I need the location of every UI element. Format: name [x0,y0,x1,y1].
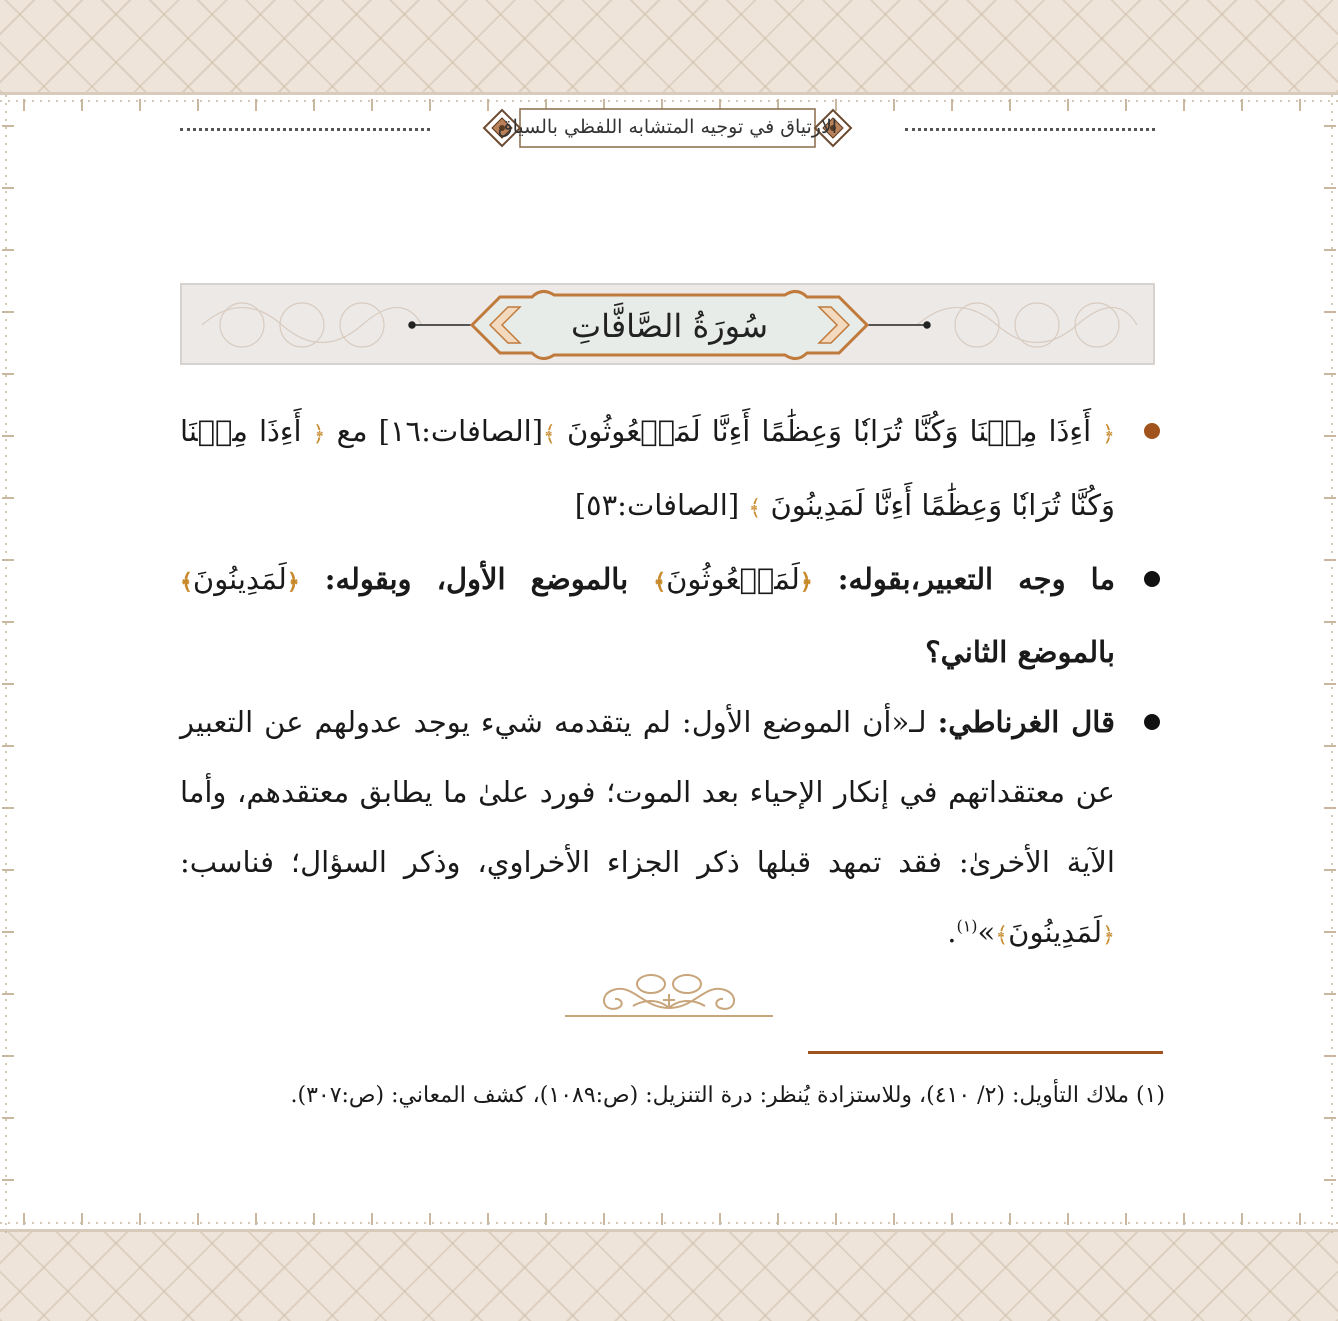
border-tick [2,373,14,375]
border-tick [1324,1179,1336,1181]
verse-reference: [الصافات:١٦] [378,414,544,448]
question-item-1 [180,396,1115,544]
border-tick [2,621,14,623]
bottom-decorative-border [0,1205,1338,1229]
left-decorative-border [0,95,24,1235]
border-tick [1299,99,1301,111]
ornate-bracket-close-icon: ﴾ [543,422,556,447]
border-tick [139,1213,141,1225]
question-tail: بالموضع الثاني؟ [925,635,1115,669]
border-tick [255,1213,257,1225]
border-tick [2,497,14,499]
ornate-bracket-close-icon: ﴾ [653,569,667,595]
border-tick [2,311,14,313]
border-tick [1241,99,1243,111]
bottom-pattern-band [0,1232,1338,1321]
footnote-marker[interactable]: (١) [956,916,978,936]
sentence-end: . [947,915,957,949]
running-header [180,106,1155,152]
border-tick [2,435,14,437]
border-tick [661,1213,663,1225]
border-tick [545,1213,547,1225]
ornate-bracket-close-icon: ﴾ [180,569,193,595]
border-tick [1183,99,1185,111]
verse-reference: [الصافات:٥٣] [574,488,740,522]
header-cartouche [480,106,855,150]
border-tick [2,745,14,747]
verse-text: أَءِذَا مِتۡنَا وَكُنَّا تُرَابٗا وَعِظَٰمًا أَءِنَّا لَمَدِينُونَ [180,414,1115,522]
border-tick [2,1117,14,1119]
border-tick [951,1213,953,1225]
border-tick [2,1055,14,1057]
border-tick [2,125,14,127]
answer-text: لـ«أن الموضع الأول: لم يتقدمه شيء يوجد عدولهم عن التعبير عن معتقداتهم في إنكار الإحياء بعد الموت؛ فورد علىٰ ما يطابق معتقدهم، وأما الآية الأخرىٰ: فقد تمهد قبلها ذكر الجزاء الأخراوي، وذكر السؤال؛ فناسب: [180,705,1115,879]
border-tick [1324,187,1336,189]
top-pattern-band [0,0,1338,92]
ornate-bracket-open-icon: ﴿ [1102,923,1115,948]
border-tick [1324,497,1336,499]
ornate-bracket-open-icon: ﴿ [286,569,300,595]
border-tick [2,249,14,251]
border-tick [81,99,83,111]
border-tick [1324,559,1336,561]
header-dotted-rule-right [905,128,1155,131]
border-tick [1324,249,1336,251]
border-tick [1324,931,1336,933]
ornate-bracket-open-icon: ﴿ [799,569,813,595]
quoted-word: لَمَدِينُونَ [192,562,287,596]
border-tick [1324,745,1336,747]
quoted-word: لَمَبۡعُوثُونَ [666,562,800,596]
ornate-bracket-close-icon: ﴾ [995,923,1009,948]
border-tick [2,559,14,561]
question-lead: ما وجه التعبير،بقوله: [837,562,1115,596]
border-tick [1324,311,1336,313]
surah-name: سُورَةُ الصَّافَّاتِ [570,307,769,345]
surah-banner [180,283,1155,365]
border-tick [1324,993,1336,995]
border-tick [1009,1213,1011,1225]
border-tick [1067,1213,1069,1225]
answer-item [180,687,1115,971]
ornate-bracket-open-icon: ﴿ [1102,422,1116,447]
verse-text: أَءِذَا مِتۡنَا وَكُنَّا تُرَابٗا وَعِظَٰمًا أَءِنَّا لَمَبۡعُوثُونَ [566,414,1092,448]
bullet-brown-icon [1144,423,1160,439]
bullet-black-icon [1144,714,1160,730]
border-tick [2,807,14,809]
border-tick [1324,1055,1336,1057]
border-tick [81,1213,83,1225]
border-tick [1324,683,1336,685]
border-tick [139,99,141,111]
running-title: الارتياق في توجيه المتشابه اللفظي بالسياق [497,116,838,138]
border-tick [1324,869,1336,871]
border-tick [429,1213,431,1225]
header-dotted-rule-left [180,128,430,131]
border-tick [603,1213,605,1225]
border-tick [197,1213,199,1225]
border-tick [1324,435,1336,437]
border-tick [719,1213,721,1225]
border-tick [487,1213,489,1225]
border-tick [2,931,14,933]
border-tick [1241,1213,1243,1225]
section-divider-ornament [563,968,775,1023]
main-content [180,396,1115,971]
question-item-2 [180,544,1115,687]
border-tick [1299,1213,1301,1225]
border-tick [2,1179,14,1181]
border-tick [2,187,14,189]
border-tick [1324,621,1336,623]
footnote-separator [808,1051,1163,1054]
bullet-black-icon [1144,571,1160,587]
quoted-word: لَمَدِينُونَ [1008,915,1103,949]
ornate-bracket-close-icon: ﴾ [748,496,762,521]
border-tick [371,1213,373,1225]
footnote: (١) ملاك التأويل: (٢/ ٤١٠)، وللاستزادة يُنظر: درة التنزيل: (ص:١٠٨٩)، كشف المعاني: (ص:٣٠٧). [290,1083,1165,1108]
border-tick [1324,807,1336,809]
border-tick [835,1213,837,1225]
closing-quote: » [977,915,996,949]
border-tick [313,1213,315,1225]
border-tick [1324,125,1336,127]
border-tick [2,869,14,871]
border-tick [2,993,14,995]
right-decorative-border [1314,95,1338,1235]
border-tick [1125,1213,1127,1225]
border-tick [2,683,14,685]
border-tick [777,1213,779,1225]
border-tick [893,1213,895,1225]
question-mid: بالموضع الأول، وبقوله: [324,562,629,596]
border-tick [1183,1213,1185,1225]
connector-word: مع [336,414,368,448]
border-tick [1324,373,1336,375]
border-tick [1324,1117,1336,1119]
speaker-name: قال الغرناطي: [937,705,1116,739]
ornate-bracket-open-icon: ﴿ [312,422,326,447]
